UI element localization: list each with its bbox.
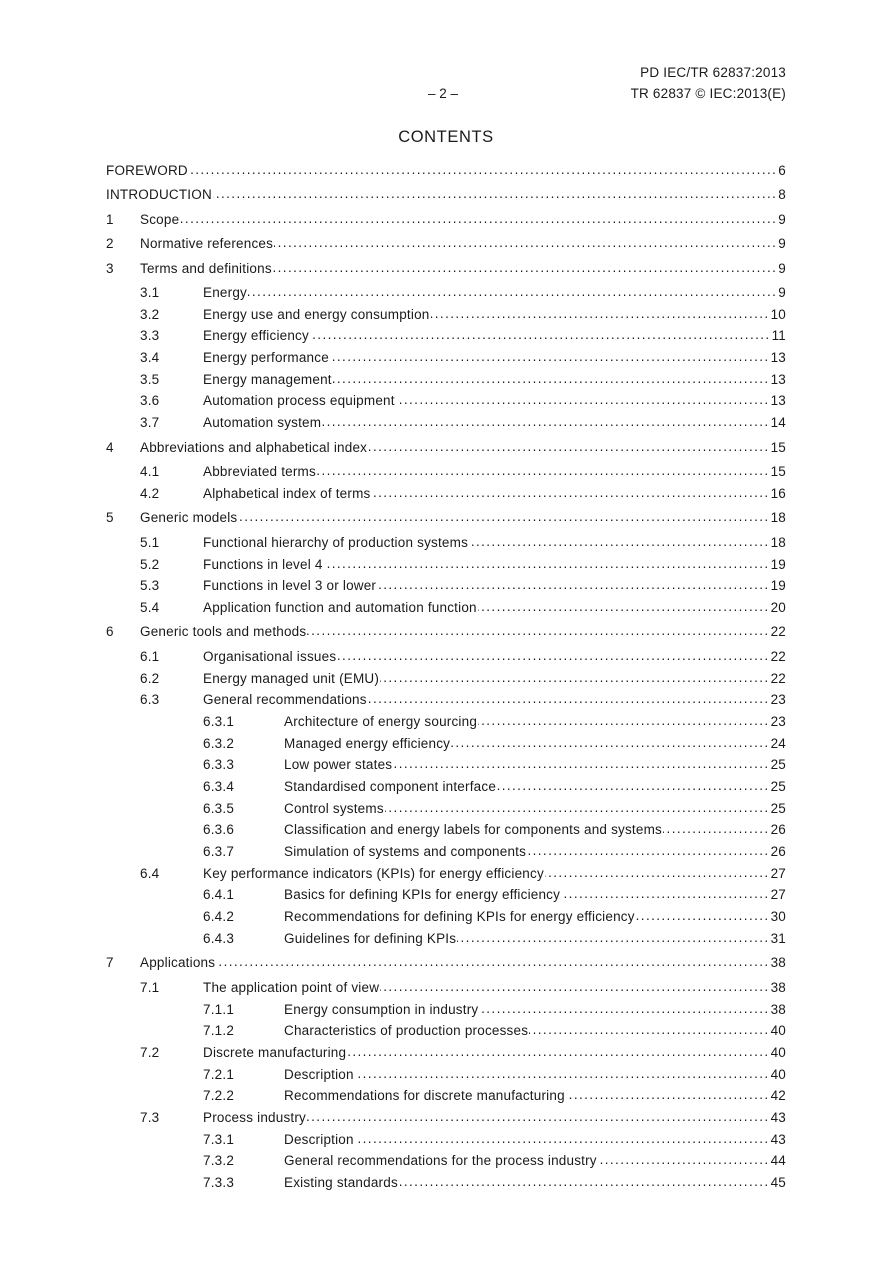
toc-entry-number: 6.2: [140, 670, 160, 686]
dot-leader: [347, 1043, 769, 1057]
toc-entry-page: 11: [771, 328, 786, 344]
toc-entry[interactable]: [106, 1108, 786, 1130]
toc-entry-number: 5.4: [140, 599, 160, 615]
dot-leader: [307, 623, 769, 637]
toc-entry[interactable]: [106, 284, 786, 306]
toc-entry[interactable]: [106, 908, 786, 930]
toc-entry-number: 4.1: [140, 464, 160, 480]
toc-entry-page: 15: [770, 464, 786, 480]
dot-leader: [189, 161, 777, 175]
toc-entry-title: Organisational issues: [203, 648, 337, 664]
dot-leader: [368, 438, 769, 452]
toc-entry-number: 3.1: [140, 285, 160, 300]
toc-entry-title: Key performance indicators (KPIs) for energy efficiency: [203, 865, 544, 881]
toc-entry-number: 6.4.1: [203, 887, 235, 903]
toc-entry-title: The application point of view: [203, 979, 380, 995]
toc-entry-page: 26: [770, 822, 786, 838]
toc-entry[interactable]: [106, 623, 786, 648]
dot-leader: [180, 210, 777, 224]
toc-entry-number: 6.4: [140, 865, 160, 881]
dot-leader: [561, 886, 769, 900]
toc-entry-number: 3.6: [140, 393, 160, 409]
toc-entry-title: General recommendations for the process industry: [284, 1153, 597, 1169]
dot-leader: [380, 978, 769, 992]
dot-leader: [307, 1108, 770, 1122]
toc-entry-number: 4: [106, 439, 114, 455]
toc-entry-page: 18: [770, 510, 786, 526]
toc-entry-title: Automation system: [203, 415, 322, 431]
toc-entry-page: 24: [770, 735, 786, 751]
toc-entry[interactable]: [106, 843, 786, 865]
toc-entry[interactable]: [106, 1152, 786, 1174]
toc-entry-number: 3: [106, 260, 114, 276]
toc-entry-number: 6.4.3: [203, 930, 235, 946]
toc-entry-number: 3.3: [140, 328, 160, 344]
toc-entry[interactable]: [106, 1065, 786, 1087]
dot-leader: [372, 484, 770, 498]
toc-entry[interactable]: [106, 778, 786, 800]
toc-entry-number: 7.3: [140, 1109, 160, 1125]
toc-entry-page: 22: [770, 670, 786, 686]
dot-leader: [457, 929, 769, 943]
toc-entry-title: General recommendations: [203, 692, 367, 708]
toc-entry-page: 9: [778, 236, 786, 251]
toc-entry-page: 25: [770, 779, 786, 794]
toc-entry-page: 10: [770, 306, 786, 322]
dot-leader: [469, 533, 770, 547]
toc-entry-page: 30: [770, 909, 786, 925]
toc-entry[interactable]: [106, 1000, 786, 1022]
toc-entry-title: Automation process equipment: [203, 393, 395, 409]
toc-entry-title: Basics for defining KPIs for energy efficiency: [284, 887, 561, 903]
toc-entry-number: 7: [106, 955, 114, 971]
toc-entry-title: Classification and energy labels for components and systems: [284, 822, 662, 838]
toc-entry-page: 19: [770, 578, 786, 594]
toc-entry[interactable]: [106, 509, 786, 534]
toc-entry[interactable]: [106, 463, 786, 485]
toc-entry-number: 7.3.1: [203, 1131, 235, 1147]
dot-leader: [273, 259, 778, 273]
dot-leader: [380, 669, 770, 683]
toc-entry-page: 38: [770, 955, 786, 971]
dot-leader: [545, 864, 770, 878]
toc-entry-title: Abbreviated terms: [203, 464, 316, 480]
toc-entry[interactable]: [106, 533, 786, 555]
dot-leader: [337, 647, 769, 661]
toc-entry-title: Abbreviations and alphabetical index: [140, 439, 368, 455]
toc-entry-title: Description: [284, 1131, 354, 1147]
toc-entry-page: 25: [770, 800, 786, 816]
toc-entry[interactable]: [106, 438, 786, 463]
document-id: PD IEC/TR 62837:2013: [640, 65, 786, 80]
toc-entry-number: 3.7: [140, 415, 160, 431]
toc-entry-title: Existing standards: [284, 1175, 398, 1190]
toc-entry-page: 13: [770, 350, 786, 366]
toc-entry[interactable]: [106, 734, 786, 756]
toc-entry-page: 22: [770, 624, 786, 640]
toc-entry-page: 9: [778, 260, 786, 276]
toc-entry[interactable]: [106, 327, 786, 349]
dot-leader: [368, 691, 770, 705]
toc-entry-page: 44: [770, 1153, 786, 1169]
page-title: CONTENTS: [398, 128, 494, 146]
toc-entry-page: 42: [770, 1088, 786, 1104]
toc-entry[interactable]: [106, 259, 786, 284]
toc-entry-title: Low power states: [284, 757, 393, 773]
dot-leader: [216, 954, 769, 968]
toc-entry-page: 43: [770, 1131, 786, 1147]
toc-entry-title: INTRODUCTION: [106, 187, 212, 202]
toc-entry-page: 14: [770, 415, 786, 431]
toc-entry-title: Energy efficiency: [203, 328, 309, 344]
toc-entry[interactable]: [106, 305, 786, 327]
toc-entry-page: 16: [770, 485, 786, 501]
toc-entry-page: 26: [770, 844, 786, 860]
dot-leader: [274, 235, 777, 249]
toc-entry-page: 8: [778, 187, 786, 202]
toc-entry-title: Applications: [140, 955, 216, 971]
toc-entry-page: 27: [770, 887, 786, 903]
running-header: [631, 62, 786, 104]
dot-leader: [399, 1174, 770, 1188]
toc-entry-title: Standardised component interface: [284, 779, 497, 794]
toc-entry-number: 6.1: [140, 648, 160, 664]
toc-entry-title: Energy managed unit (EMU): [203, 670, 380, 686]
toc-entry-title: Recommendations for discrete manufacturing: [284, 1088, 565, 1104]
toc-entry-title: Energy use and energy consumption: [203, 306, 430, 322]
toc-entry-title: Generic tools and methods: [140, 624, 307, 640]
toc-entry-page: 13: [770, 393, 786, 409]
toc-entry-number: 7.1.1: [203, 1001, 235, 1017]
toc-entry[interactable]: [106, 864, 786, 886]
toc-entry-number: 6: [106, 624, 114, 640]
toc-entry[interactable]: [106, 712, 786, 734]
toc-entry[interactable]: [106, 577, 786, 599]
toc-entry[interactable]: [106, 929, 786, 954]
toc-entry[interactable]: [106, 669, 786, 691]
dot-leader: [431, 305, 770, 319]
toc-entry-number: 7.2.1: [203, 1066, 235, 1082]
toc-entry-title: Energy performance: [203, 350, 329, 366]
toc-entry[interactable]: [106, 978, 786, 1000]
toc-entry-number: 5.2: [140, 556, 160, 572]
toc-entry-title: Guidelines for defining KPIs: [284, 930, 457, 946]
page-number-marker: – 2 –: [428, 86, 459, 101]
toc-entry-page: 19: [770, 556, 786, 572]
toc-entry-page: 31: [770, 930, 786, 946]
toc-entry-page: 40: [770, 1044, 786, 1060]
dot-leader: [396, 392, 770, 406]
toc-entry-title: Scope: [140, 211, 180, 227]
dot-leader: [333, 370, 770, 384]
dot-leader: [385, 799, 770, 813]
toc-entry[interactable]: [106, 799, 786, 821]
toc-entry-number: 6.3.7: [203, 844, 235, 860]
toc-entry-title: Process industry: [203, 1109, 306, 1125]
toc-entry-title: Energy consumption in industry: [284, 1001, 479, 1017]
toc-entry-title: Functions in level 3 or lower: [203, 578, 377, 594]
dot-leader: [478, 712, 770, 726]
toc-entry[interactable]: [106, 370, 786, 392]
toc-entry-page: 40: [770, 1023, 786, 1039]
toc-entry-number: 6.4.2: [203, 909, 235, 925]
toc-entry-title: Description: [284, 1066, 354, 1082]
toc-entry[interactable]: [106, 1174, 786, 1196]
toc-entry[interactable]: [106, 349, 786, 371]
toc-entry-page: 15: [770, 439, 786, 455]
toc-entry-page: 22: [770, 648, 786, 664]
dot-leader: [479, 1000, 769, 1014]
toc-entry-number: 3.5: [140, 371, 160, 387]
toc-entry-page: 9: [778, 211, 786, 227]
dot-leader: [322, 414, 769, 428]
toc-entry-page: 45: [770, 1175, 786, 1190]
dot-leader: [238, 509, 769, 523]
toc-entry[interactable]: [106, 691, 786, 713]
toc-entry[interactable]: [106, 647, 786, 669]
toc-entry-number: 1: [106, 211, 114, 227]
toc-entry-title: Energy management: [203, 371, 332, 387]
dot-leader: [451, 734, 769, 748]
toc-entry-number: 6.3.2: [203, 735, 235, 751]
dot-leader: [213, 186, 777, 200]
toc-entry-title: Architecture of energy sourcing: [284, 713, 478, 729]
toc-entry-number: 2: [106, 236, 114, 251]
toc-entry-number: 3.2: [140, 306, 160, 322]
toc-entry[interactable]: [106, 235, 786, 260]
toc-entry-title: FOREWORD: [106, 162, 188, 178]
toc-entry[interactable]: [106, 392, 786, 414]
toc-entry-page: 23: [770, 692, 786, 708]
toc-entry[interactable]: [106, 756, 786, 778]
dot-leader: [355, 1130, 770, 1144]
toc-entry-title: Energy: [203, 285, 247, 300]
toc-entry[interactable]: [106, 210, 786, 235]
toc-entry-title: Recommendations for defining KPIs for energy efficiency: [284, 909, 635, 925]
dot-leader: [355, 1065, 770, 1079]
toc-entry-page: 23: [770, 713, 786, 729]
toc-entry-title: Control systems: [284, 800, 384, 816]
toc-entry-title: Functions in level 4: [203, 556, 323, 572]
toc-entry-page: 27: [770, 865, 786, 881]
toc-entry[interactable]: [106, 954, 786, 979]
toc-entry-title: Alphabetical index of terms: [203, 485, 371, 501]
toc-entry-number: 6.3.5: [203, 800, 235, 816]
toc-entry-number: 7.3.2: [203, 1153, 235, 1169]
toc-entry-page: 38: [770, 1001, 786, 1017]
toc-entry-number: 5: [106, 510, 114, 526]
toc-entry-number: 7.3.3: [203, 1175, 235, 1190]
toc-entry[interactable]: [106, 1087, 786, 1109]
toc-entry-number: 7.2: [140, 1044, 160, 1060]
toc-entry-number: 7.2.2: [203, 1088, 235, 1104]
toc-entry-title: Functional hierarchy of production systems: [203, 534, 469, 550]
copyright-line: TR 62837 © IEC:2013(E): [630, 86, 786, 101]
toc-entry-number: 5.1: [140, 534, 160, 550]
toc-entry-page: 40: [770, 1066, 786, 1082]
toc-entry-number: 7.1: [140, 979, 160, 995]
toc-entry-title: Normative references: [140, 236, 274, 251]
dot-leader: [248, 284, 777, 298]
toc-entry-page: 43: [770, 1109, 786, 1125]
toc-entry-title: Simulation of systems and components: [284, 844, 527, 860]
toc-entry[interactable]: [106, 161, 786, 186]
toc-entry-number: 6.3.1: [203, 713, 235, 729]
toc-entry-number: 3.4: [140, 350, 160, 366]
dot-leader: [497, 778, 770, 792]
dot-leader: [636, 908, 770, 922]
toc-entry-number: 7.1.2: [203, 1023, 235, 1039]
dot-leader: [527, 843, 770, 857]
toc-entry[interactable]: [106, 555, 786, 577]
toc-entry[interactable]: [106, 414, 786, 439]
toc-entry-page: 18: [770, 534, 786, 550]
toc-entry-number: 6.3.3: [203, 757, 235, 773]
toc-entry-page: 38: [770, 979, 786, 995]
toc-entry-number: 5.3: [140, 578, 160, 594]
toc-entry[interactable]: [106, 1043, 786, 1065]
toc-entry[interactable]: [106, 186, 786, 211]
dot-leader: [377, 577, 769, 591]
toc-entry-page: 13: [770, 371, 786, 387]
dot-leader: [310, 327, 771, 341]
toc-entry-number: 6.3: [140, 692, 160, 708]
toc-entry-number: 4.2: [140, 485, 160, 501]
dot-leader: [324, 555, 770, 569]
toc-entry-title: Managed energy efficiency: [284, 735, 451, 751]
toc-entry-title: Discrete manufacturing: [203, 1044, 347, 1060]
toc-entry-title: Characteristics of production processes: [284, 1023, 529, 1039]
dot-leader: [663, 821, 770, 835]
dot-leader: [393, 756, 769, 770]
table-of-contents: [106, 161, 786, 1195]
toc-entry-title: Application function and automation function: [203, 599, 477, 615]
toc-entry-page: 25: [770, 757, 786, 773]
toc-entry-title: Generic models: [140, 510, 238, 526]
toc-entry-number: 6.3.6: [203, 822, 235, 838]
toc-entry-page: 9: [778, 285, 786, 300]
toc-entry[interactable]: [106, 598, 786, 623]
dot-leader: [330, 349, 770, 363]
toc-entry[interactable]: [106, 1022, 786, 1044]
dot-leader: [566, 1087, 770, 1101]
dot-leader: [598, 1152, 770, 1166]
toc-entry[interactable]: [106, 886, 786, 908]
toc-entry-title: Terms and definitions: [140, 260, 272, 276]
dot-leader: [478, 598, 770, 612]
toc-entry-page: 20: [770, 599, 786, 615]
dot-leader: [317, 463, 770, 477]
toc-entry[interactable]: [106, 1130, 786, 1152]
toc-entry-number: 6.3.4: [203, 779, 235, 794]
dot-leader: [529, 1022, 769, 1036]
toc-entry-page: 6: [778, 162, 786, 178]
toc-entry[interactable]: [106, 821, 786, 843]
toc-entry[interactable]: [106, 484, 786, 509]
